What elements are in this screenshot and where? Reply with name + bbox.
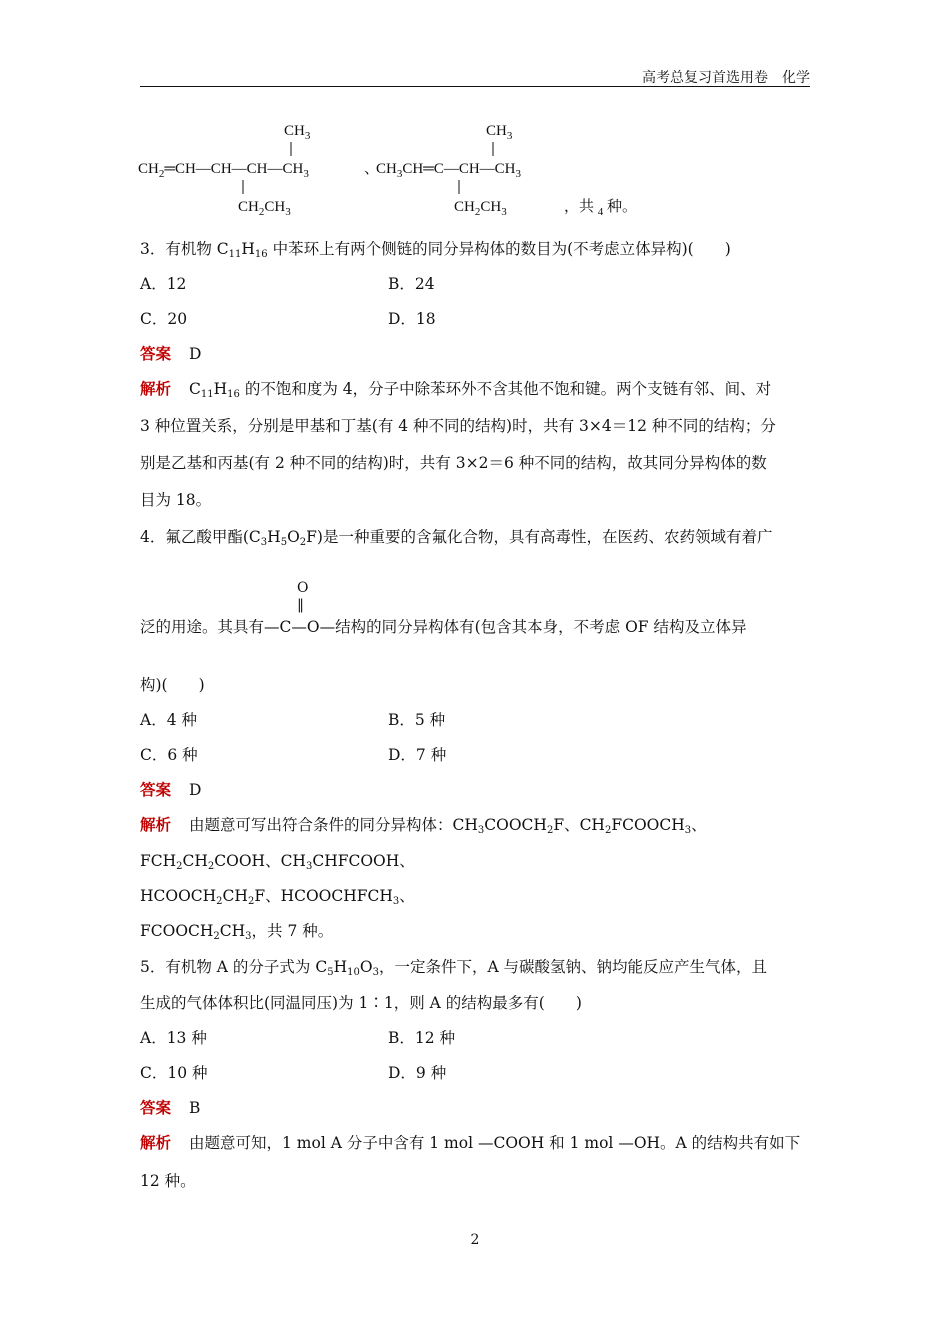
s2-top-ch3: $CH_3$ (486, 123, 513, 142)
answer-label: 答案 (140, 780, 172, 799)
q3-analysis-3: 别是乙基和丙基(有 2 种不同的结构)时，共有 3×2＝6 种不同的结构，故其同分异构体的数 (140, 454, 767, 472)
q5-option-b: B．12 种 (388, 1029, 456, 1047)
q3-option-b: B．24 (388, 275, 435, 293)
page-number: 2 (470, 1232, 480, 1248)
q3-analysis-1: 解析 $C_{11}H_{16}$ 的不饱和度为 4，分子中除苯环外不含其他不饱和键。两个支链有邻、间、对 (140, 379, 772, 400)
analysis-label: 解析 (140, 379, 172, 398)
q4-analysis-2: $FCH_2CH_2COOH$、$CH_3CHFCOOH$、 (140, 852, 415, 872)
q4-analysis-1: 解析 由题意可写出符合条件的同分异构体：$CH_3COOCH_2F$、$CH_2FCOOCH_3$、 (140, 815, 707, 836)
q4-answer: D (189, 781, 202, 799)
q3-stem: 3．有机物 $C_{11}H_{16}$ 中苯环上有两个侧链的同分异构体的数目为(不考虑立体异构)( ) (140, 240, 731, 260)
q5-answer: B (189, 1099, 201, 1117)
q4-option-b: B．5 种 (388, 711, 446, 729)
q4-analysis-3: $HCOOCH_2CH_2F$、$HCOOCHFCH_3$、 (140, 887, 415, 907)
q4-option-a: A．4 种 (140, 711, 197, 729)
q4-stem-3: 构)( ) (140, 676, 205, 694)
q3-analysis-2: 3 种位置关系，分别是甲基和丁基(有 4 种不同的结构)时，共有 3×4＝12 种不同的结构；分 (140, 417, 776, 435)
structure-formulas (136, 116, 696, 221)
q3-option-a: A．12 (140, 275, 187, 293)
analysis-label: 解析 (140, 1133, 172, 1152)
q5-stem-2: 生成的气体体积比(同温同压)为 1∶1，则 A 的结构最多有( ) (140, 994, 582, 1012)
s1-top-ch3: $CH_3$ (284, 123, 311, 142)
q4-stem-2: 泛的用途。其具有—C—O—结构的同分异构体有(包含其本身，不考虑 OF 结构及立体异 (140, 618, 747, 636)
q4-analysis-4: $FCOOCH_2CH_3$，共 7 种。 (140, 922, 334, 942)
q4-group: —C—O— (264, 618, 336, 636)
s1-bottom-ethyl: $CH_2CH_3$ (238, 199, 291, 218)
q3-option-d: D．18 (388, 310, 436, 328)
q5-option-c: C．10 种 (140, 1064, 208, 1082)
q4-group-top-o: O (297, 580, 309, 596)
analysis-label: 解析 (140, 815, 172, 834)
q4-group-double-bond: ‖ (297, 597, 304, 613)
q4-answer-row (140, 780, 201, 800)
s2-bottom-ethyl: $CH_2CH_3$ (454, 199, 507, 218)
s1-main-chain: $CH_2═CH—CH—CH—CH_3$ (138, 161, 309, 180)
q4-option-c: C．6 种 (140, 746, 198, 764)
q5-option-a: A．13 种 (140, 1029, 207, 1047)
q4-option-d: D．7 种 (388, 746, 447, 764)
separator: 、 (364, 161, 380, 177)
structures-tail: ，共 $_4$ 种。 (564, 199, 638, 218)
answer-label: 答案 (140, 344, 172, 363)
q4-stem-1: 4．氟乙酸甲酯$(C_3H_5O_2F)$是一种重要的含氟化合物，具有高毒性，在医药、农药领域有着广 (140, 528, 773, 548)
answer-label: 答案 (140, 1098, 172, 1117)
q5-analysis-1: 解析 由题意可知，1 mol A 分子中含有 1 mol —COOH 和 1 mol —OH。A 的结构共有如下 (140, 1133, 801, 1152)
q5-stem-1: 5．有机物 A 的分子式为 $C_5H_{10}O_3$，一定条件下，A 与碳酸氢钠、钠均能反应产生气体，且 (140, 958, 768, 978)
header-title: 高考总复习首选用卷 化学 (642, 70, 810, 86)
header-rule (140, 86, 810, 87)
q3-answer: D (189, 345, 202, 363)
s2-main-chain: $CH_3CH═C—CH—CH_3$ (376, 161, 521, 180)
q5-analysis-2: 12 种。 (140, 1172, 196, 1190)
q3-analysis-4: 目为 18。 (140, 491, 212, 509)
q3-option-c: C．20 (140, 310, 188, 328)
q5-option-d: D．9 种 (388, 1064, 447, 1082)
q3-answer-row (140, 344, 201, 364)
q5-answer-row (140, 1098, 200, 1118)
